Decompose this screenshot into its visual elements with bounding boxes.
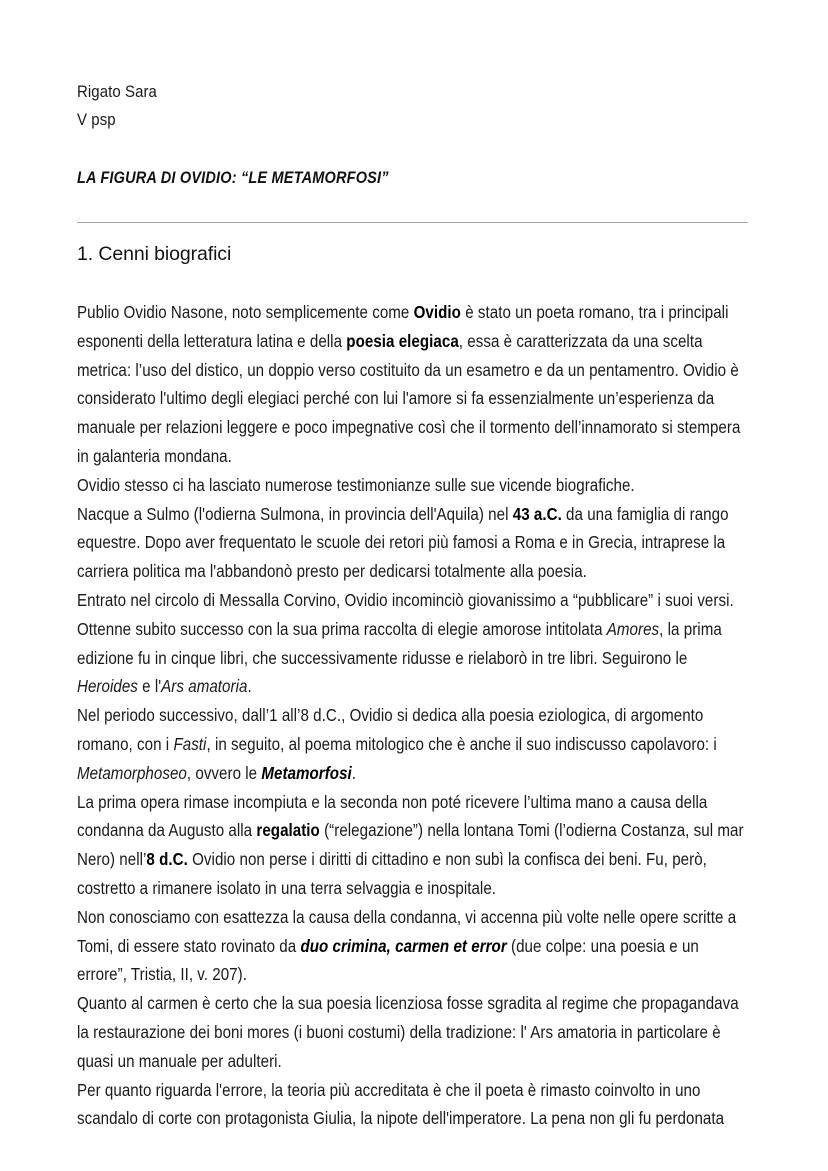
emphasis-bold: poesia elegiaca bbox=[346, 330, 459, 351]
text-run: , la prima edizione fu in cinque libri, che successivamente ridusse e rielaborò in tre libri. Seguirono le bbox=[77, 618, 722, 668]
paragraph bbox=[77, 989, 750, 1075]
paragraph bbox=[77, 298, 750, 471]
emphasis-bold-italic: Metamorfosi bbox=[261, 762, 352, 783]
emphasis-bold: 8 d.C. bbox=[146, 849, 188, 870]
emphasis-italic: Heroides bbox=[77, 676, 138, 697]
text-run: Ottenne subito successo con la sua prima raccolta di elegie amorose intitolata bbox=[77, 618, 607, 639]
text-run: , in seguito, al poema mitologico che è anche il suo indiscusso capolavoro: i bbox=[206, 733, 717, 754]
document-title bbox=[77, 166, 750, 190]
text-run: Quanto al carmen è certo che la sua poesia licenziosa fosse sgradita al regime che propagandava la restaurazione dei boni mores (i buoni costumi) della tradizione: l' Ars amatoria in particolare è quasi un manuale per adulteri. bbox=[77, 993, 739, 1071]
paragraph bbox=[77, 1076, 750, 1134]
text-run: . bbox=[247, 676, 252, 697]
emphasis-bold: 43 a.C. bbox=[512, 503, 562, 524]
author-meta-block bbox=[77, 78, 750, 134]
paragraph bbox=[77, 500, 750, 586]
text-run: (“relegazione”) nella lontana Tomi (l’odierna Costanza, sul mar Nero) nell’ bbox=[77, 820, 744, 870]
text-run: Per quanto riguarda l'errore, la teoria più accreditata è che il poeta è rimasto coinvolto in uno scandalo di corte con protagonista Giulia, la nipote dell'imperatore. La pena non gli fu perdonata bbox=[77, 1079, 725, 1129]
emphasis-italic: Ars amatoria bbox=[161, 676, 248, 697]
paragraph bbox=[77, 586, 750, 615]
author-class: V psp bbox=[77, 110, 116, 129]
emphasis-italic: Amores bbox=[606, 618, 660, 639]
text-run: Ovidio non perse i diritti di cittadino e non subì la confisca dei beni. Fu, però, costretto a rimanere isolato in una terra selvaggia e inospitale. bbox=[77, 849, 707, 898]
text-run: e l' bbox=[137, 676, 162, 697]
document-title-text: LA FIGURA DI OVIDIO: “LE METAMORFOSI” bbox=[77, 169, 389, 187]
text-run: da una famiglia di rango equestre. Dopo aver frequentato le scuole dei retori più famosi a Roma e in Grecia, intraprese la carriera politica ma l'abbandonò presto per dedicarsi totalmente alla poesia. bbox=[77, 503, 729, 582]
emphasis-bold: Ovidio bbox=[413, 302, 461, 322]
text-run: Publio Ovidio Nasone, noto semplicemente come bbox=[77, 302, 414, 322]
emphasis-bold-italic: duo crimina, carmen et error bbox=[300, 935, 507, 956]
text-run: , essa è caratterizzata da una scelta metrica: l’uso del distico, un doppio verso costituito da un esametro e da un pentamentro. Ovidio è considerato l'ultimo degli elegiaci perché con lui l'amore si fa essenzialmente un’esperienza da manuale per relazioni leggere e poco impegnative così che il tormento dell’innamorato si stempera in galanteria mondana. bbox=[77, 330, 741, 466]
paragraph bbox=[77, 903, 750, 989]
text-run: è stato un poeta romano, tra i principali esponenti della letteratura latina e della bbox=[77, 302, 729, 351]
text-run: La prima opera rimase incompiuta e la seconda non poté ricevere l’ultima mano a causa della condanna da Augusto alla bbox=[77, 791, 708, 841]
paragraph bbox=[77, 788, 750, 903]
text-run: . bbox=[351, 762, 357, 783]
text-run: Entrato nel circolo di Messalla Corvino, Ovidio incominciò giovanissimo a “pubblicare” i suoi versi. bbox=[77, 589, 734, 610]
author-name: Rigato Sara bbox=[77, 82, 157, 101]
section-heading-text: 1. Cenni biografici bbox=[77, 243, 232, 265]
text-run: Nacque a Sulmo (l'odierna Sulmona, in provincia dell'Aquila) nel bbox=[77, 503, 513, 524]
paragraph bbox=[77, 701, 750, 787]
text-run: Ovidio stesso ci ha lasciato numerose testimonianze sulle sue vicende biografiche. bbox=[77, 474, 635, 495]
emphasis-italic: Metamorphoseo bbox=[77, 762, 187, 783]
text-run: (due colpe: una poesia e un errore”, Tristia, II, v. 207). bbox=[77, 935, 699, 985]
section-divider bbox=[77, 222, 748, 223]
text-run: , ovvero le bbox=[186, 762, 262, 783]
document-body bbox=[77, 298, 750, 1133]
emphasis-bold: regalatio bbox=[256, 820, 320, 841]
paragraph bbox=[77, 471, 750, 500]
text-run: Non conosciamo con esattezza la causa della condanna, vi accenna più volte nelle opere scritte a Tomi, di essere stato rovinato da bbox=[77, 906, 737, 956]
section-heading bbox=[77, 241, 750, 267]
emphasis-italic: Fasti bbox=[173, 733, 207, 754]
paragraph bbox=[77, 615, 750, 701]
text-run: Nel periodo successivo, dall’1 all’8 d.C., Ovidio si dedica alla poesia eziologica, di argomento romano, con i bbox=[77, 705, 704, 754]
